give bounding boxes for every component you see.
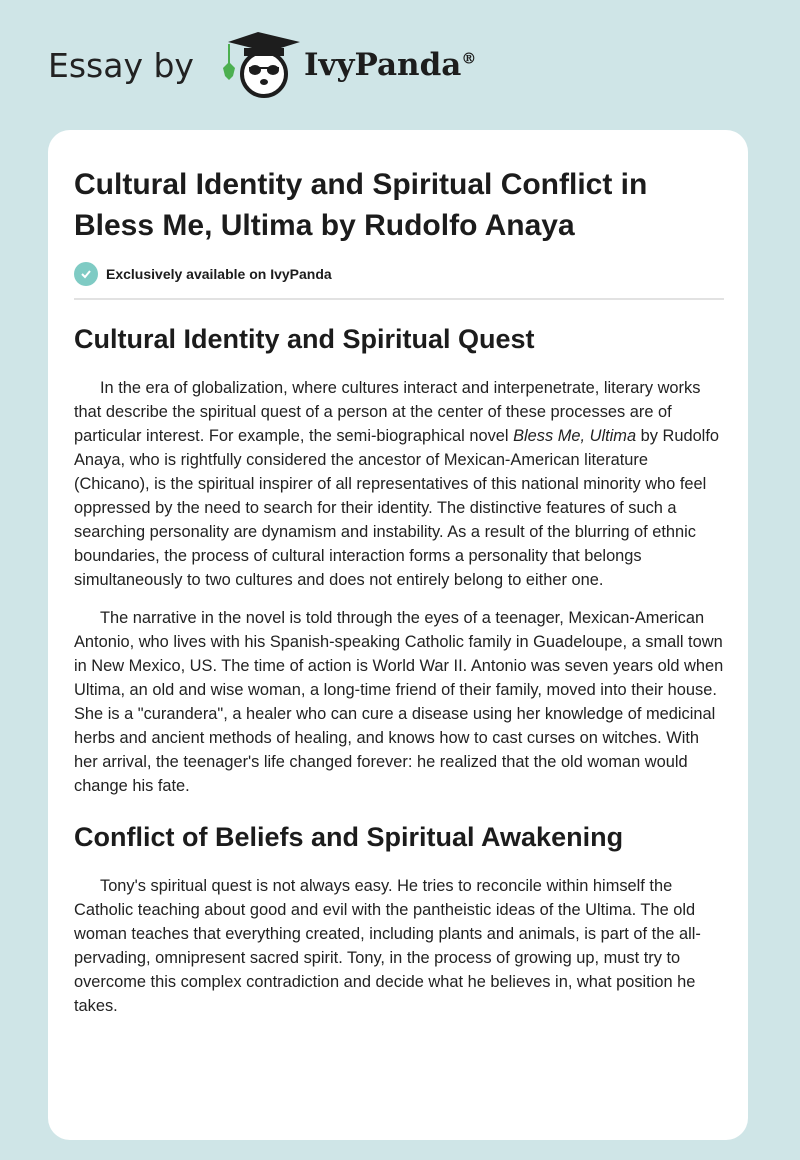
exclusive-badge [74,262,724,286]
check-icon [74,262,98,286]
essay-by-label: Essay by [48,45,194,85]
paragraph: The narrative in the novel is told through the eyes of a teenager, Mexican-American Antonio, who lives with his Spanish-speaking Catholic family in Guadeloupe, a small town in New Mexico, US. The time of action is World War II. Antonio was seven years old when Ultima, an old and wise woman, a long-time friend of their family, moved into their house. She is a "curandera", a healer who can cure a disease using her knowledge of medicinal herbs and ancient methods of healing, and knows how to cast curses on witches. With her arrival, the teenager's life changed forever: he realized that the old woman would change his fate. [74,609,724,795]
badge-text: Exclusively available on IvyPanda [106,266,332,282]
registered-mark: ® [461,49,477,68]
paragraph-text: by Rudolfo Anaya, who is rightfully considered the ancestor of Mexican-American literature (Chicano), is the spiritual inspirer of all representatives of this national minority who feel oppressed by the need to search for their identity. The distinctive features of such a searching personality are dynamism and instability. As a result of the blurring of ethnic boundaries, the process of cultural interaction forms a personality that belongs simultaneously to two cultures and does not entirely belong to either one. [74,427,719,589]
section-heading: Conflict of Beliefs and Spiritual Awakening [74,822,624,852]
essay-title: Cultural Identity and Spiritual Conflict in Bless Me, Ultima by Rudolfo Anaya [74,168,648,242]
paragraph: Tony's spiritual quest is not always easy. He tries to reconcile within himself the Catholic teaching about good and evil with the pantheistic ideas of the Ultima. The old woman teaches that everything created, including plants and animals, is part of the all-pervading, omnipresent sacred spirit. Tony, in the process of growing up, must try to overcome this complex contradiction and decide what he believes in, what position he takes. [74,877,701,1015]
section-heading: Cultural Identity and Spiritual Quest [74,324,535,354]
brand-text: IvyPanda [303,47,462,83]
brand-name [304,47,476,83]
paragraph-text: In the era of globalization, where cultures interact and interpenetrate, literary works that describe the spiritual quest of a person at the center of these processes are of particular interest. For example, the semi-biographical novel [74,379,701,445]
panda-logo-icon[interactable] [214,30,302,100]
essay-card [48,130,748,1140]
divider [74,298,724,300]
site-header [48,30,476,100]
paragraph [74,376,724,592]
book-title: Bless Me, Ultima [513,427,637,445]
